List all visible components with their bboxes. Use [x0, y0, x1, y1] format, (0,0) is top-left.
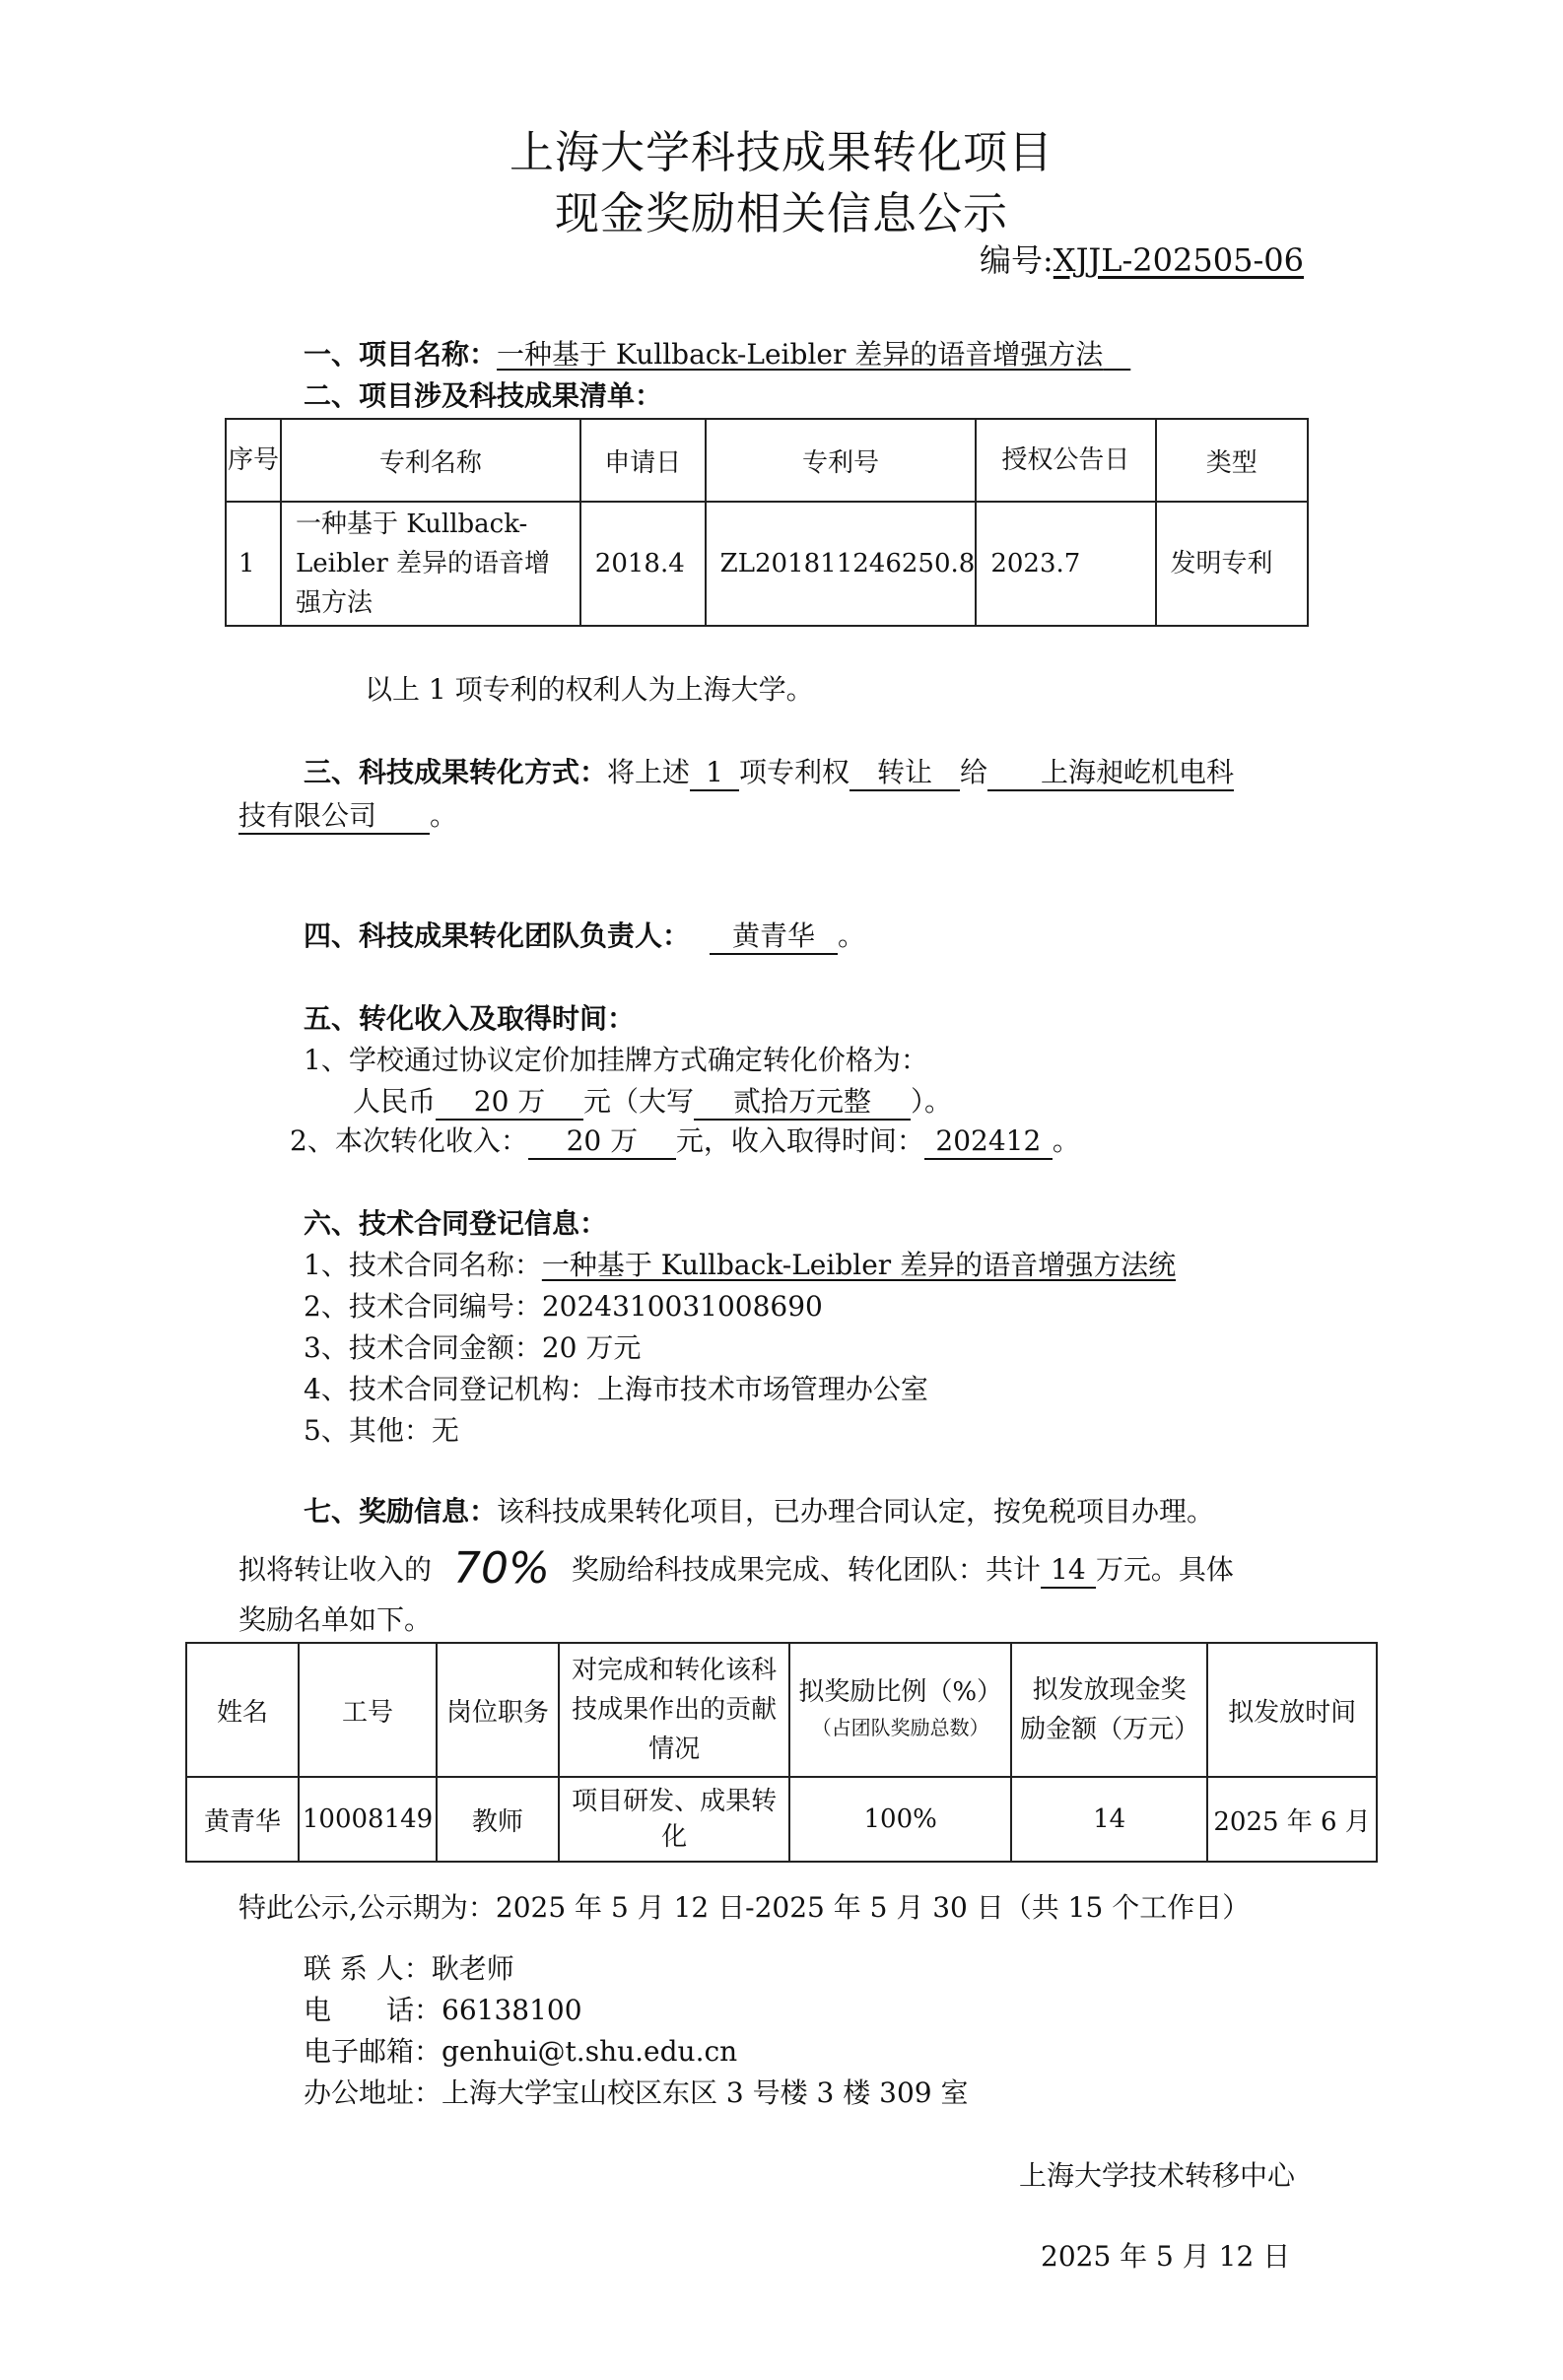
patent-table [225, 418, 1309, 627]
contract-name: 一种基于 Kullback-Leibler 差异的语音增强方法统 [541, 1249, 1177, 1281]
th-time: 拟发放时间 [1207, 1643, 1377, 1777]
transfer-recipient-2: 技有限公司 [238, 799, 430, 835]
th-position: 岗位职务 [437, 1643, 559, 1777]
doc-number [980, 240, 1304, 280]
transfer-method: 转让 [849, 756, 960, 791]
income-item2: 2、本次转化收入： 20 万 元，收入取得时间： 202412 。 [290, 1122, 1080, 1161]
th-patent-name: 专利名称 [281, 419, 580, 502]
reward-table [185, 1642, 1378, 1863]
income-rmb-line: 人民币 20 万 元（大写 贰拾万元整 ）。 [353, 1082, 952, 1122]
th-grant-date: 授权公告日 [976, 419, 1155, 502]
transfer-method-label: 三、科技成果转化方式： [304, 756, 608, 788]
contract-number: 2、技术合同编号：2024310031008690 [304, 1290, 823, 1323]
team-leader-name: 黄青华 [710, 919, 838, 955]
doc-number-value: XJJL-202505-06 [1053, 241, 1304, 279]
cell-index: 1 [226, 502, 281, 626]
th-patent-no: 专利号 [706, 419, 977, 502]
doc-title-line1: 上海大学科技成果转化项目 [509, 126, 1053, 178]
cell-patent-no: ZL201811246250.8 [706, 502, 977, 626]
footer-date: 2025 年 5 月 12 日 [1041, 2240, 1291, 2273]
doc-title-line2: 现金奖励相关信息公示 [554, 187, 1008, 239]
cell-ratio: 100% [789, 1777, 1011, 1862]
team-leader-label: 四、科技成果转化团队负责人： [304, 919, 691, 952]
footer-org: 上海大学技术转移中心 [1019, 2159, 1296, 2192]
contract-org: 4、技术合同登记机构：上海市技术市场管理办公室 [304, 1373, 928, 1405]
reward-line2: 拟将转让收入的 70% 奖励给科技成果完成、转化团队：共计 14 万元。具体 [238, 1543, 1234, 1594]
income-item1: 1、学校通过协议定价加挂牌方式确定转化价格为： [304, 1044, 928, 1076]
contract-other: 5、其他：无 [304, 1414, 459, 1447]
cell-patent-name: 一种基于 Kullback-Leibler 差异的语音增强方法 [281, 502, 580, 626]
th-ratio-main: 拟奖励比例（%） [798, 1677, 1003, 1707]
reward-percent: 70% [453, 1543, 550, 1594]
income-rmb-capital: 贰拾万元整 [694, 1085, 911, 1121]
doc-number-label: 编号: [980, 241, 1053, 279]
transfer-count: 1 [690, 756, 739, 791]
contact-phone: 电 话：66138100 [304, 1994, 582, 2026]
cell-apply-date: 2018.4 [580, 502, 706, 626]
notice-period: 特此公示,公示期为：2025 年 5 月 12 日-2025 年 5 月 30 日（共 15 个工作日） [238, 1891, 1251, 1924]
reward-table-header [186, 1643, 1377, 1777]
cell-grant-date: 2023.7 [976, 502, 1155, 626]
project-name-line [304, 335, 1130, 374]
team-leader-line: 四、科技成果转化团队负责人： 黄青华 。 [304, 917, 865, 956]
th-amount: 拟发放现金奖励金额（万元） [1011, 1643, 1207, 1777]
contact-person: 联 系 人：耿老师 [304, 1952, 514, 1985]
cell-staff-id: 10008149 [299, 1777, 437, 1862]
contact-email: 电子邮箱：genhui@t.shu.edu.cn [304, 2035, 738, 2068]
income-label: 五、转化收入及取得时间： [304, 1002, 636, 1035]
th-staff-id: 工号 [299, 1643, 437, 1777]
cell-position: 教师 [437, 1777, 559, 1862]
contract-label: 六、技术合同登记信息： [304, 1207, 608, 1240]
transfer-method-line1: 三、科技成果转化方式：将上述 1 项专利权 转让 给 上海昶屹机电科 [304, 753, 1234, 792]
reward-line1: 七、奖励信息：该科技成果转化项目，已办理合同认定，按免税项目办理。 [304, 1495, 1215, 1528]
reward-label: 七、奖励信息： [304, 1495, 498, 1528]
income-rmb-value: 20 万 [436, 1085, 583, 1121]
th-apply-date: 申请日 [580, 419, 706, 502]
table-row [186, 1777, 1377, 1862]
income-time: 202412 [924, 1124, 1053, 1160]
th-ratio-sub: （占团队奖励总数） [811, 1716, 989, 1739]
income-amount: 20 万 [528, 1124, 676, 1160]
project-name-label: 一、项目名称： [304, 338, 498, 371]
cell-time: 2025 年 6 月 [1207, 1777, 1377, 1862]
cell-type: 发明专利 [1156, 502, 1308, 626]
patent-table-header [226, 419, 1308, 502]
cell-amount: 14 [1011, 1777, 1207, 1862]
contact-address: 办公地址：上海大学宝山校区东区 3 号楼 3 楼 309 室 [304, 2076, 969, 2109]
th-name: 姓名 [186, 1643, 299, 1777]
reward-line3: 奖励名单如下。 [238, 1603, 433, 1636]
th-index: 序号 [226, 419, 281, 502]
th-type: 类型 [1156, 419, 1308, 502]
cell-contribution: 项目研发、成果转化 [559, 1777, 789, 1862]
transfer-recipient-1: 上海昶屹机电科 [987, 756, 1234, 791]
th-contribution: 对完成和转化该科技成果作出的贡献情况 [559, 1643, 789, 1777]
patent-owner-note: 以上 1 项专利的权利人为上海大学。 [365, 673, 814, 706]
table-row [226, 502, 1308, 626]
contract-name-line: 1、技术合同名称：一种基于 Kullback-Leibler 差异的语音增强方法统 [304, 1249, 1177, 1281]
transfer-method-line2: 技有限公司 。 [238, 796, 457, 836]
th-ratio [789, 1643, 1011, 1777]
cell-name: 黄青华 [186, 1777, 299, 1862]
reward-total: 14 [1041, 1553, 1096, 1589]
contract-amount: 3、技术合同金额：20 万元 [304, 1331, 642, 1364]
project-name-value: 一种基于 Kullback-Leibler 差异的语音增强方法 [497, 338, 1104, 371]
patent-list-label: 二、项目涉及科技成果清单： [304, 379, 663, 412]
